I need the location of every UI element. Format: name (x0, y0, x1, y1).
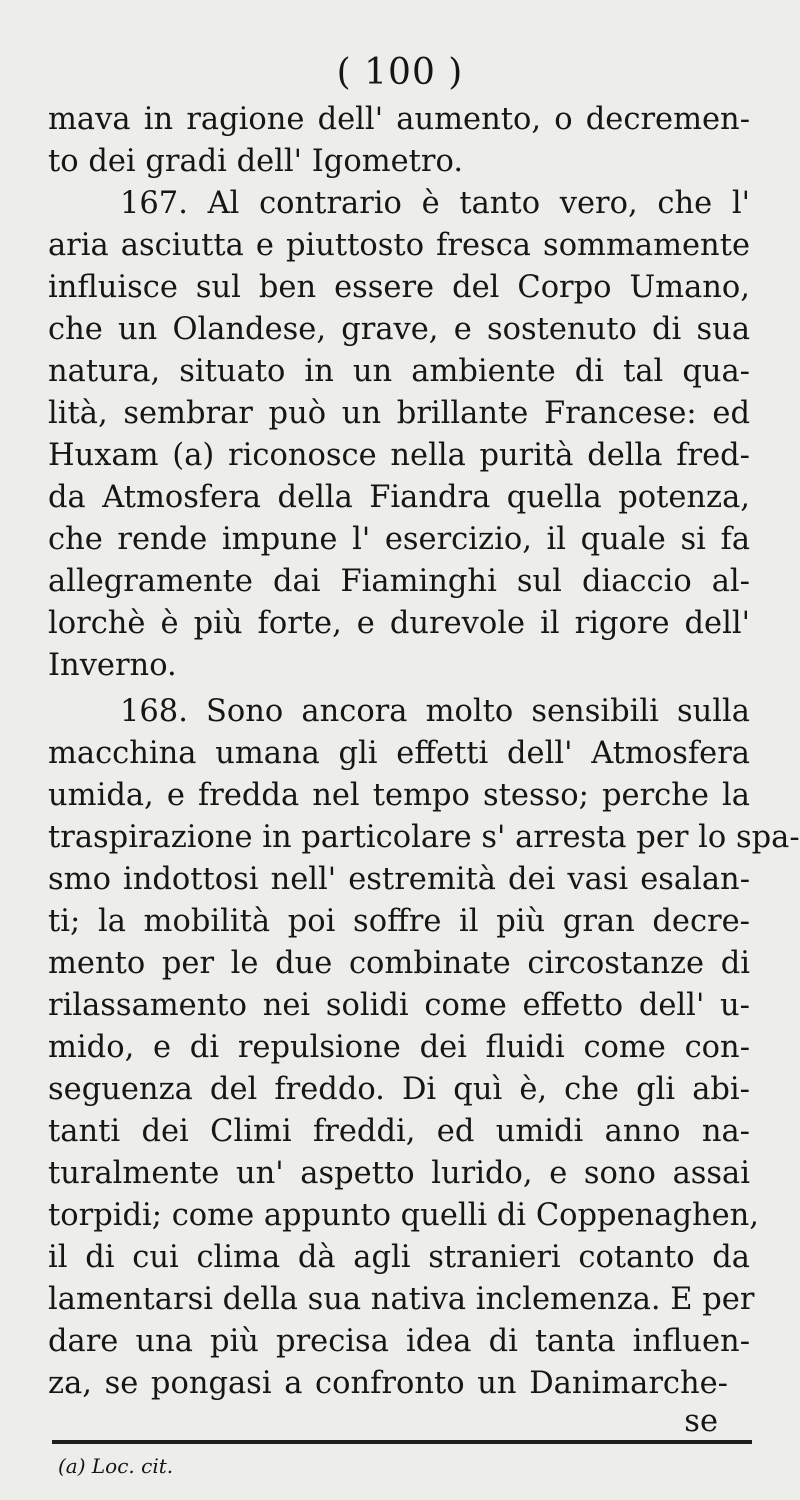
catchword: se (684, 1404, 718, 1439)
text-line: umida, e fredda nel tempo stesso; perche la (48, 778, 750, 813)
text-line: dare una più precisa idea di tanta influen- (48, 1324, 750, 1359)
text-line: influisce sul ben essere del Corpo Umano, (48, 270, 750, 305)
text-line: che un Olandese, grave, e sostenuto di sua (48, 312, 750, 347)
text-line: che rende impune l' esercizio, il quale si fa (48, 522, 750, 557)
text-line: smo indottosi nell' estremità dei vasi esalan- (48, 862, 750, 897)
text-line: Inverno. (48, 648, 177, 683)
text-line: Huxam (a) riconosce nella purità della fred- (48, 438, 750, 473)
text-line: ti; la mobilità poi soffre il più gran decre- (48, 904, 750, 939)
text-line: macchina umana gli effetti dell' Atmosfera (48, 736, 750, 771)
text-line: 167. Al contrario è tanto vero, che l' (120, 186, 750, 221)
text-line: aria asciutta e piuttosto fresca sommamente (48, 228, 750, 263)
text-line: seguenza del freddo. Di quì è, che gli abi- (48, 1072, 750, 1107)
text-line: rilassamento nei solidi come effetto dell' u- (48, 988, 750, 1023)
text-line: to dei gradi dell' Igometro. (48, 144, 464, 179)
text-line: 168. Sono ancora molto sensibili sulla (120, 694, 750, 729)
text-line: lamentarsi della sua nativa inclemenza. E per (48, 1282, 755, 1317)
footnote-rule (52, 1440, 752, 1444)
text-line: da Atmosfera della Fiandra quella potenza, (48, 480, 750, 515)
text-line: tanti dei Climi freddi, ed umidi anno na- (48, 1114, 750, 1149)
text-line: mento per le due combinate circostanze di (48, 946, 750, 981)
page-number: ( 100 ) (336, 52, 464, 93)
text-line: mido, e di repulsione dei fluidi come con- (48, 1030, 750, 1065)
text-line: allegramente dai Fiaminghi sul diaccio al- (48, 564, 750, 599)
text-line: traspirazione in particolare s' arresta per lo spa- (48, 820, 800, 855)
text-line: torpidi; come appunto quelli di Coppenaghen, (48, 1198, 760, 1233)
text-line: lorchè è più forte, e durevole il rigore dell' (48, 606, 750, 641)
text-line: turalmente un' aspetto lurido, e sono assai (48, 1156, 750, 1191)
text-line: lità, sembrar può un brillante Francese: ed (48, 396, 750, 431)
text-line: za, se pongasi a confronto un Danimarche- (48, 1366, 728, 1401)
footnote: (a) Loc. cit. (58, 1454, 174, 1478)
text-line: mava in ragione dell' aumento, o decremen- (48, 102, 750, 137)
text-line: natura, situato in un ambiente di tal qua- (48, 354, 750, 389)
text-line: il di cui clima dà agli stranieri cotanto da (48, 1240, 750, 1275)
